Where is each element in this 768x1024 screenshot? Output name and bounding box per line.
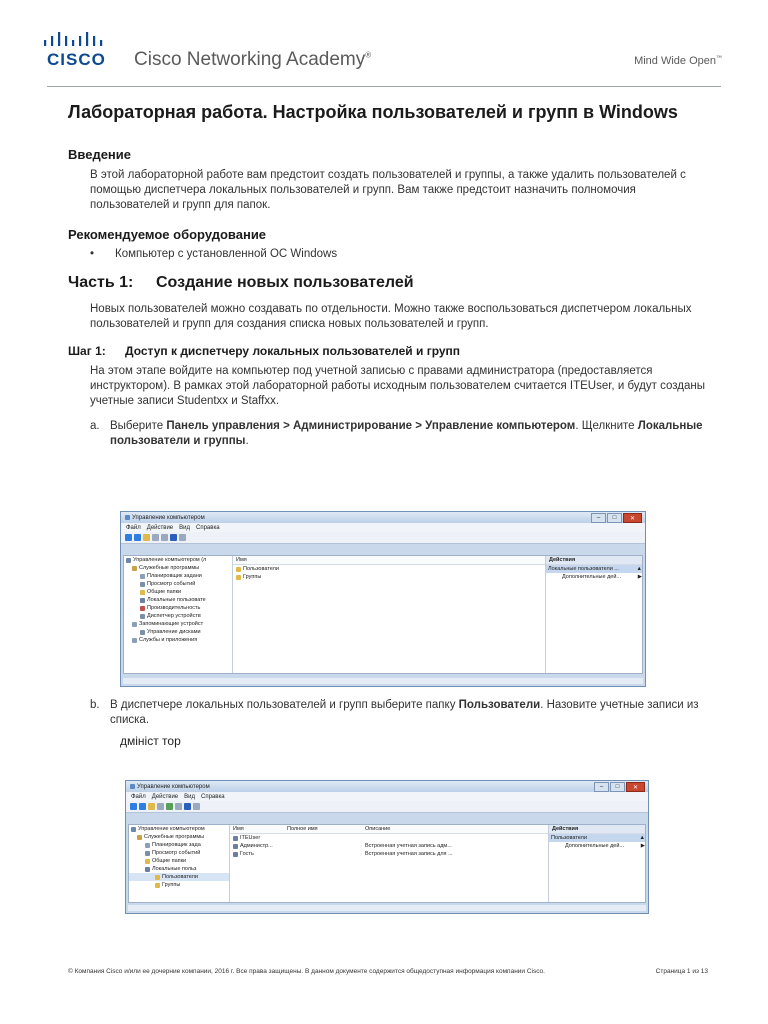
tree-item[interactable]: Группы: [129, 881, 229, 889]
collapse-icon: ▲: [636, 566, 642, 572]
tree-item[interactable]: Просмотр событий: [124, 580, 232, 588]
menu-action[interactable]: Действие: [151, 793, 179, 800]
event-icon: [145, 851, 150, 856]
status-bar: [128, 905, 646, 911]
back-icon[interactable]: [125, 534, 132, 541]
folder-icon: [155, 883, 160, 888]
menu-file[interactable]: Файл: [126, 524, 141, 531]
window-titlebar: Управление компьютером: [126, 781, 648, 792]
tree-item[interactable]: Служебные программы: [129, 833, 229, 841]
properties-icon[interactable]: [193, 803, 200, 810]
menu-help[interactable]: Справка: [201, 793, 225, 800]
tree-item[interactable]: Служебные программы: [124, 564, 232, 572]
window-controls: [591, 513, 642, 523]
clock-icon: [145, 843, 150, 848]
step1-text: На этом этапе войдите на компьютер под учетной записью с правами администратора (предоставляется инструктором). В рамках этой лабораторной работы исходным пользователем считается ITEUser, и будут созданы учетные записи Studentxx и Staffxx.: [90, 365, 705, 407]
app-icon: [130, 784, 135, 789]
step-b-block: [68, 698, 708, 748]
minimize-button[interactable]: –: [591, 513, 606, 523]
list-pane: [230, 825, 549, 902]
up-folder-icon[interactable]: [143, 534, 150, 541]
actions-selected[interactable]: Локальные пользователи ... ▲: [548, 566, 642, 572]
tree-item[interactable]: Общие папки: [124, 588, 232, 596]
menu-help[interactable]: Справка: [196, 524, 220, 531]
window-titlebar: Управление компьютером: [121, 512, 645, 523]
window-controls: [594, 782, 645, 792]
services-icon: [132, 638, 137, 643]
column-header-name[interactable]: Имя: [233, 826, 244, 832]
table-row[interactable]: Гость Встроенная учетная запись для ...: [230, 850, 548, 858]
storage-icon: [132, 622, 137, 627]
forward-icon[interactable]: [134, 534, 141, 541]
actions-header: Действия: [549, 825, 645, 834]
export-icon[interactable]: [175, 803, 182, 810]
toolbar: [121, 532, 645, 544]
tree-item[interactable]: Просмотр событий: [129, 849, 229, 857]
window-body: [123, 555, 643, 674]
step-a: a. Выберите Панель управления > Администрирование > Управление компьютером. Щелкните Локальные пользователи и группы.: [90, 420, 703, 447]
list-item: • Компьютер с установленной ОС Windows: [90, 248, 708, 260]
folder-icon: [140, 590, 145, 595]
computer-icon: [126, 558, 131, 563]
tree-item[interactable]: Общие папки: [129, 857, 229, 865]
help-icon[interactable]: [184, 803, 191, 810]
tree-item[interactable]: Управление компьютером: [129, 825, 229, 833]
menu-bar: [121, 523, 645, 532]
tree-item[interactable]: Производительность: [124, 604, 232, 612]
collapse-icon: ▲: [639, 835, 645, 841]
header-divider: [47, 86, 721, 87]
equipment-list: [90, 248, 708, 260]
list-item[interactable]: Группы: [233, 573, 545, 581]
app-icon: [125, 515, 130, 520]
export-icon[interactable]: [161, 534, 168, 541]
column-header-fullname[interactable]: Полное имя: [287, 826, 318, 832]
up-folder-icon[interactable]: [148, 803, 155, 810]
clock-icon: [140, 574, 145, 579]
actions-header: Действия: [546, 556, 642, 565]
help-icon[interactable]: [170, 534, 177, 541]
tree-item[interactable]: Локальные польз: [129, 865, 229, 873]
maximize-button[interactable]: □: [607, 513, 622, 523]
folder-icon: [236, 575, 241, 580]
menu-view[interactable]: Вид: [179, 524, 191, 531]
tree-item[interactable]: Управление дисками: [124, 628, 232, 636]
forward-icon[interactable]: [139, 803, 146, 810]
part1-heading: Часть 1: Создание новых пользователей: [68, 274, 414, 291]
list-item[interactable]: Пользователи: [233, 565, 545, 573]
tree-item[interactable]: Планировщик задани: [124, 572, 232, 580]
users-icon: [145, 867, 150, 872]
intro-text: В этой лабораторной работе вам предстоит создать пользователей и группы, а также удалить пользователей с помощью диспетчера локальных пользователей и групп. Вам также предстоит назначить полномочия пользователей и групп для папок.: [90, 169, 686, 211]
copyright: © Компания Cisco и/или ее дочерние компании, 2016 г. Все права защищены. В данном документе содержится общедоступная информация компании Cisco.: [68, 968, 545, 975]
users-icon: [140, 598, 145, 603]
answer-text: дмініст тор: [120, 734, 181, 748]
window-body: [128, 824, 646, 903]
tree-item[interactable]: Запоминающие устройст: [124, 620, 232, 628]
tree-item[interactable]: Службы и приложения: [124, 636, 232, 644]
user-icon: [233, 844, 238, 849]
actions-pane: [549, 825, 645, 902]
page-header: [0, 0, 768, 95]
part1-text: Новых пользователей можно создавать по отдельности. Можно также воспользоваться диспетчером локальных пользователей и групп для создания списка новых пользователей и групп.: [90, 303, 692, 330]
menu-file[interactable]: Файл: [131, 793, 146, 800]
table-row[interactable]: ITEUser: [230, 834, 548, 842]
tools-icon: [132, 566, 137, 571]
brand-name: Cisco Networking Academy®: [134, 49, 372, 70]
table-row[interactable]: Администр... Встроенная учетная запись адм...: [230, 842, 548, 850]
folder-icon: [236, 567, 241, 572]
list-pane: [233, 556, 546, 673]
column-header-description[interactable]: Описание: [365, 826, 391, 832]
column-header-name[interactable]: Имя: [233, 556, 545, 565]
equipment-heading: Рекомендуемое оборудование: [68, 227, 267, 242]
tree-item-selected[interactable]: Пользователи: [129, 873, 229, 881]
menu-action[interactable]: Действие: [146, 524, 174, 531]
computer-management-window-2: [125, 780, 649, 914]
close-button[interactable]: ✕: [623, 513, 642, 523]
intro-heading: Введение: [68, 147, 131, 162]
cisco-logo-bars-icon: [42, 30, 112, 50]
back-icon[interactable]: [130, 803, 137, 810]
performance-icon: [140, 606, 145, 611]
page-footer: [68, 968, 708, 975]
folder-icon: [155, 875, 160, 880]
user-icon: [233, 852, 238, 857]
maximize-button[interactable]: □: [610, 782, 625, 792]
tree-pane: [124, 556, 233, 673]
tree-item[interactable]: Локальные пользовате: [124, 596, 232, 604]
tree-pane: [129, 825, 230, 902]
minimize-button[interactable]: –: [594, 782, 609, 792]
menu-view[interactable]: Вид: [184, 793, 196, 800]
event-icon: [140, 582, 145, 587]
cisco-logo-word: CISCO: [47, 50, 106, 69]
actions-pane: [546, 556, 642, 673]
tree-item[interactable]: Диспетчер устройств: [124, 612, 232, 620]
properties-icon[interactable]: [179, 534, 186, 541]
computer-management-window-1: [120, 511, 646, 687]
user-icon: [233, 836, 238, 841]
tools-icon: [137, 835, 142, 840]
page-title: Лабораторная работа. Настройка пользователей и групп в Windows: [68, 102, 678, 122]
actions-more[interactable]: Дополнительные дей... ▶: [565, 843, 645, 849]
show-hide-tree-icon[interactable]: [157, 803, 164, 810]
disk-icon: [140, 630, 145, 635]
computer-icon: [131, 827, 136, 832]
actions-more[interactable]: Дополнительные дей... ▶: [562, 574, 642, 580]
tagline: Mind Wide Open™: [634, 55, 722, 67]
submenu-arrow-icon: ▶: [640, 843, 645, 849]
tree-item[interactable]: Планировщик зада: [129, 841, 229, 849]
toolbar: [126, 801, 648, 813]
step1-heading: Шаг 1: Доступ к диспетчеру локальных пользователей и групп: [68, 344, 461, 358]
page-number: Страница 1 из 13: [655, 968, 708, 975]
column-headers: [230, 825, 548, 834]
menu-bar: [126, 792, 648, 801]
close-button[interactable]: ✕: [626, 782, 645, 792]
document-body: [68, 100, 708, 455]
submenu-arrow-icon: ▶: [637, 574, 642, 580]
actions-selected[interactable]: Пользователи ▲: [551, 835, 645, 841]
tree-item[interactable]: Управление компьютером (л: [124, 556, 232, 564]
refresh-icon[interactable]: [166, 803, 173, 810]
status-bar: [123, 678, 643, 684]
folder-icon: [145, 859, 150, 864]
show-hide-tree-icon[interactable]: [152, 534, 159, 541]
step-b: b. В диспетчере локальных пользователей и групп выберите папку Пользователи. Назовите учетные записи из списка.: [90, 699, 699, 726]
device-icon: [140, 614, 145, 619]
